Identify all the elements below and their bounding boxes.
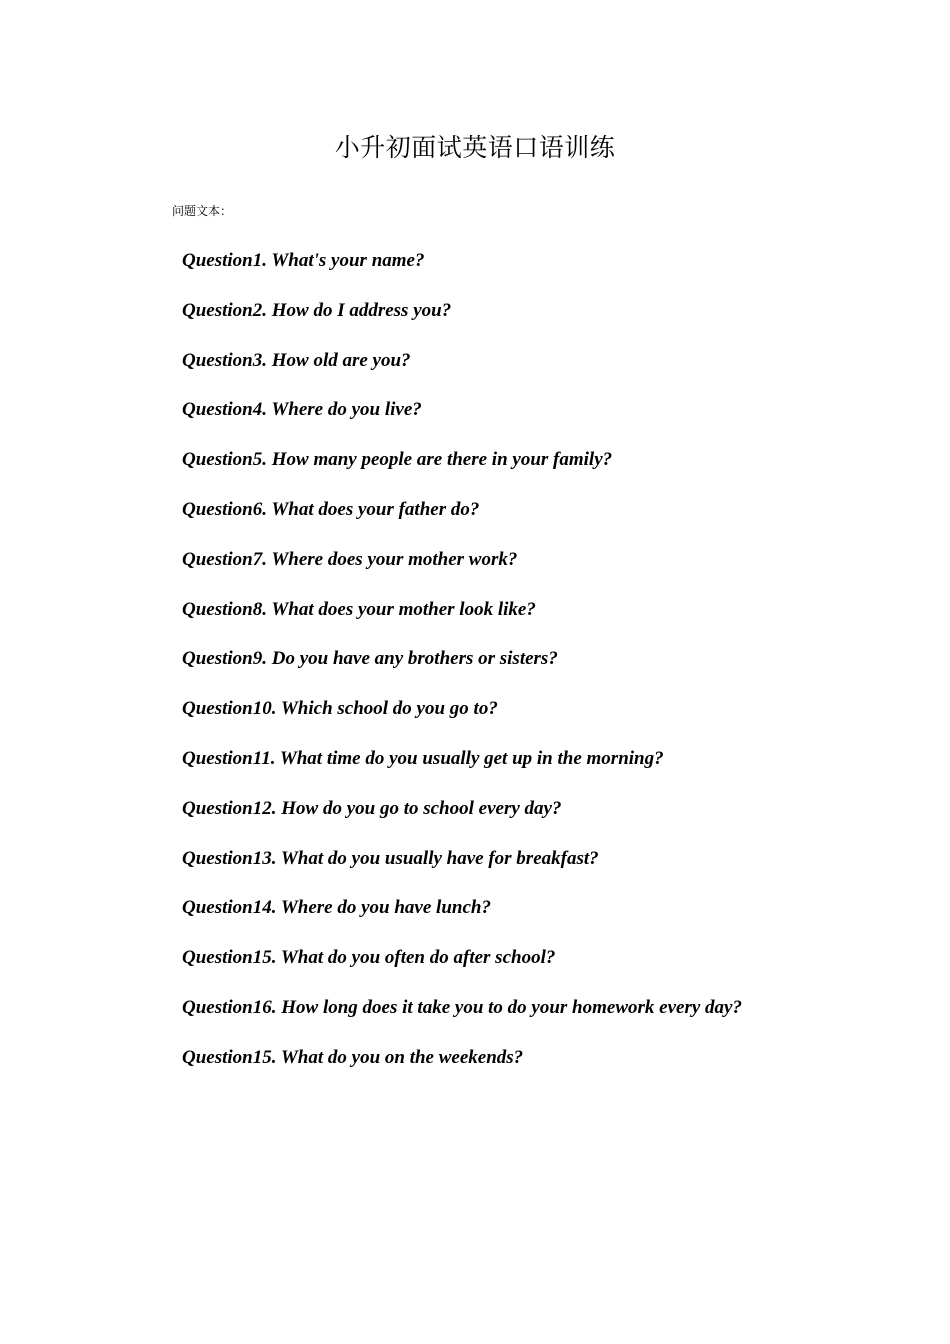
question-item: Question11. What time do you usually get up in the morning?: [182, 747, 664, 769]
question-item: Question4. Where do you live?: [182, 399, 422, 421]
question-list: [182, 248, 882, 1095]
question-item: Question14. Where do you have lunch?: [182, 897, 491, 919]
question-item: Question3. How old are you?: [182, 349, 411, 371]
question-item: Question10. Which school do you go to?: [182, 698, 498, 720]
document-title: 小升初面试英语口语训练: [334, 133, 616, 162]
question-item: Question6. What does your father do?: [182, 498, 480, 520]
question-item: Question12. How do you go to school every day?: [182, 797, 562, 819]
question-item: Question13. What do you usually have for breakfast?: [182, 847, 599, 869]
question-item: Question2. How do I address you?: [182, 299, 452, 321]
question-item: Question15. What do you on the weekends?: [182, 1046, 524, 1068]
section-label: 问题文本：: [172, 204, 233, 218]
question-item: Question5. How many people are there in your family?: [182, 449, 613, 471]
question-item: Question15. What do you often do after school?: [182, 947, 556, 969]
question-item: Question9. Do you have any brothers or sisters?: [182, 648, 558, 670]
question-item: Question8. What does your mother look like?: [182, 598, 536, 620]
question-item: Question1. What's your name?: [182, 250, 425, 271]
question-item: Question16. How long does it take you to do your homework every day?: [182, 996, 742, 1018]
question-item: Question7. Where does your mother work?: [182, 548, 518, 570]
